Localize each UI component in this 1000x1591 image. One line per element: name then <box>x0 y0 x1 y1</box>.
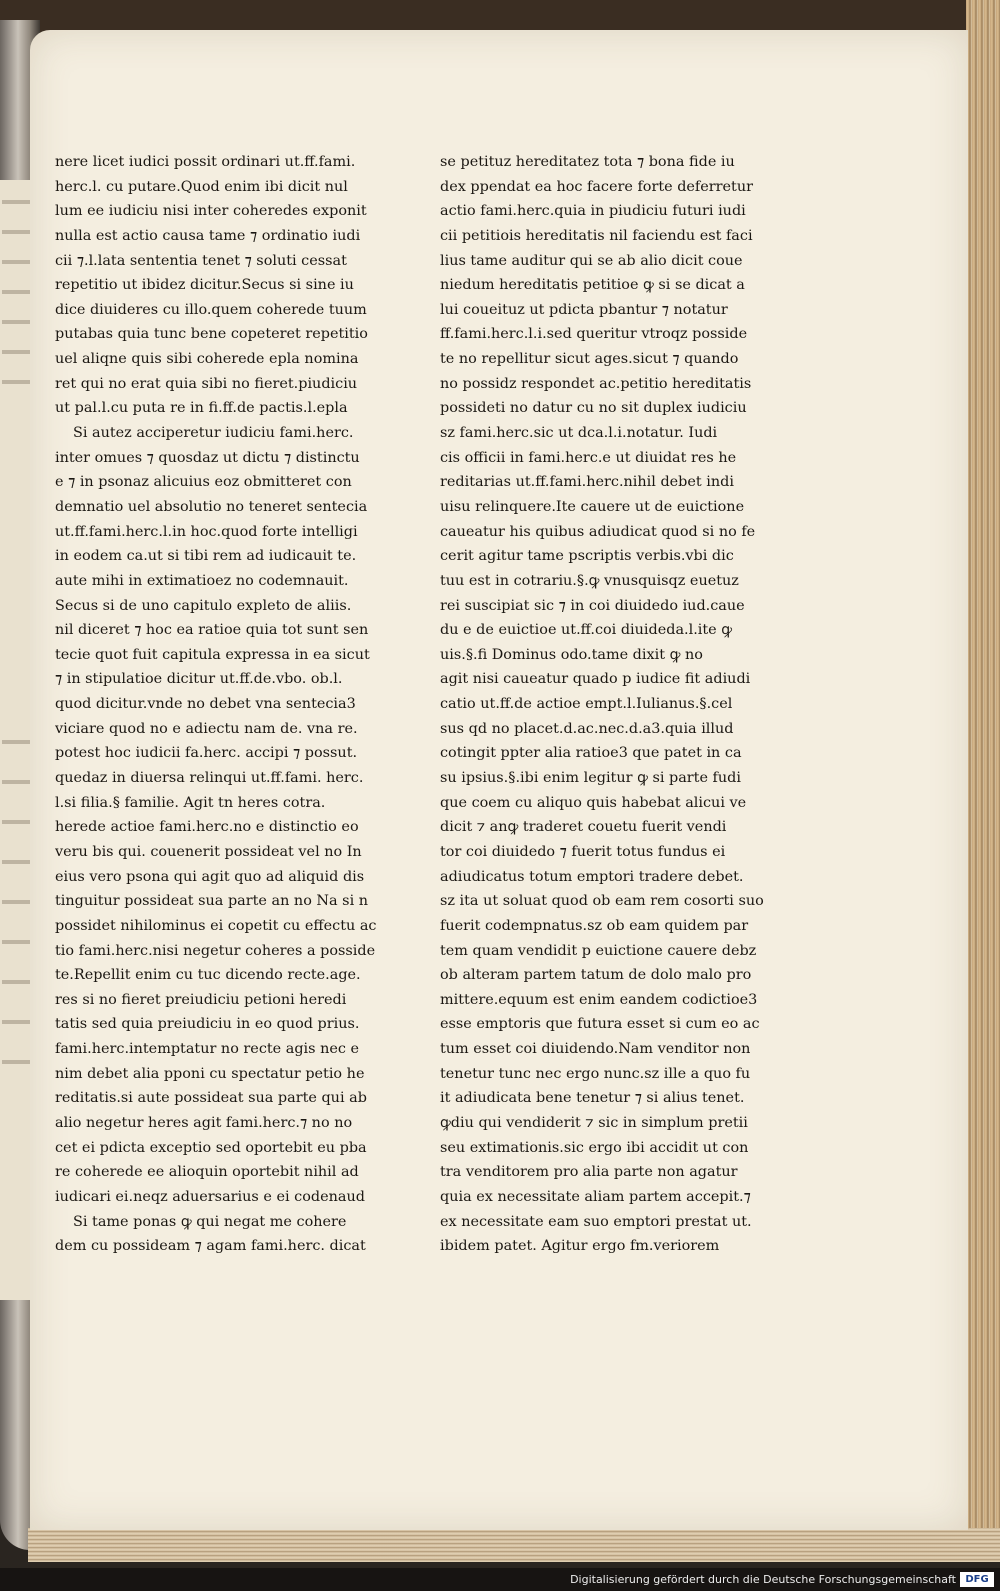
text-line: adiudicatus totum emptori tradere debet. <box>440 868 744 885</box>
text-line: repetitio ut ibidez dicitur.Secus si sine iu <box>55 277 354 294</box>
text-line: ob alteram partem tatum de dolo malo pro <box>440 967 752 984</box>
text-line: inter omues ⁊ quosdaz ut dictu ⁊ distinctu <box>55 449 360 466</box>
text-line: tra venditorem pro alia parte non agatur <box>440 1164 738 1181</box>
text-line: e ⁊ in psonaz alicuius eoz obmitteret con <box>55 474 352 491</box>
text-line: quia ex necessitate aliam partem accepit.⁊ <box>440 1188 751 1205</box>
text-line: cii petitiois hereditatis nil faciendu est faci <box>440 227 753 244</box>
text-line: aute mihi in extimatioez no codemnauit. <box>55 572 349 589</box>
text-line: te.Repellit enim cu tuc dicendo recte.age. <box>55 967 361 984</box>
text-line: re coherede ee alioquin oportebit nihil ad <box>55 1164 359 1181</box>
text-line: su ipsius.§.ibi enim legitur ꝙ si parte fudi <box>440 770 741 787</box>
text-line: possidet nihilominus ei copetit cu effectu ac <box>55 917 377 934</box>
text-line: uisu relinquere.Ite cauere ut de euictione <box>440 498 745 515</box>
text-line: reditatis.si aute possideat sua parte qui ab <box>55 1090 367 1107</box>
text-line: Secus si de uno capitulo expleto de aliis. <box>55 597 352 614</box>
text-line: viciare quod no e adiectu nam de. vna re. <box>55 720 358 737</box>
text-line: sz ita ut soluat quod ob eam rem cosorti suo <box>440 893 764 910</box>
text-line: tinguitur possideat sua parte an no Na si n <box>55 893 369 910</box>
text-line: fami.herc.intemptatur no recte agis nec e <box>55 1041 360 1058</box>
text-line: res si no fieret preiudiciu petioni heredi <box>55 991 347 1008</box>
text-line: lum ee iudiciu nisi inter coheredes exponit <box>55 203 367 220</box>
digitization-credit: Digitalisierung gefördert durch die Deutsche Forschungsgemeinschaft <box>570 1573 956 1586</box>
text-line: lui coueituz ut pdicta pbantur ⁊ notatur <box>440 301 728 318</box>
text-line: eius vero psona qui agit quo ad aliquid dis <box>55 868 365 885</box>
text-line: herede actioe fami.herc.no e distinctio eo <box>55 819 359 836</box>
text-line: ut.ff.fami.herc.l.in hoc.quod forte intelligi <box>55 523 358 540</box>
text-line: cet ei pdicta exceptio sed oportebit eu pba <box>55 1139 367 1156</box>
text-line: se petituz hereditatez tota ⁊ bona fide iu <box>440 154 735 170</box>
text-line: niedum hereditatis petitioe ꝙ si se dicat a <box>440 277 745 294</box>
text-line: tio fami.herc.nisi negetur coheres a posside <box>55 942 376 959</box>
text-line: Si autez acciperetur iudiciu fami.herc. <box>73 425 354 442</box>
text-line: tor coi diuidedo ⁊ fuerit totus fundus ei <box>440 843 726 860</box>
text-line: ret qui no erat quia sibi no fieret.piudiciu <box>55 375 358 392</box>
text-line: it adiudicata bene tenetur ⁊ si alius tenet. <box>440 1090 745 1107</box>
text-line: nim debet alia pponi cu spectatur petio he <box>55 1065 365 1082</box>
text-line: cerit agitur tame pscriptis verbis.vbi dic <box>440 548 734 565</box>
text-line: nulla est actio causa tame ⁊ ordinatio iudi <box>55 227 361 244</box>
text-line: tecie quot fuit capitula expressa in ea sicut <box>55 646 370 663</box>
text-line: ff.fami.herc.l.i.sed queritur vtroqz posside <box>440 326 748 343</box>
text-line: sus qd no placet.d.ac.nec.d.a3.quia illud <box>440 720 734 737</box>
text-line: du e de euictioe ut.ff.coi diuideda.l.ite ꝙ <box>440 622 733 639</box>
text-line: reditarias ut.ff.fami.herc.nihil debet indi <box>440 474 734 491</box>
text-line: quod dicitur.vnde no debet vna sentecia3 <box>55 696 356 713</box>
text-line: tum esset coi diuidendo.Nam venditor non <box>440 1041 751 1058</box>
text-column-right <box>440 150 775 1259</box>
text-line: seu extimationis.sic ergo ibi accidit ut con <box>440 1139 749 1156</box>
text-line: alio negetur heres agit fami.herc.⁊ no no <box>55 1114 353 1131</box>
text-line: tenetur tunc nec ergo nunc.sz ille a quo fu <box>440 1065 751 1082</box>
text-line: cii ⁊.l.lata sententia tenet ⁊ soluti cessat <box>55 252 347 269</box>
text-line: putabas quia tunc bene copeteret repetitio <box>55 326 368 343</box>
text-line: potest hoc iudicii fa.herc. accipi ⁊ possut. <box>55 745 358 762</box>
text-line: iudicari ei.neqz aduersarius e ei codenaud <box>55 1188 365 1205</box>
text-line: dicit ⁊ anꝙ traderet couetu fuerit vendi <box>440 819 727 836</box>
text-line: lius tame auditur qui se ab alio dicit coue <box>440 252 743 269</box>
text-line: ꝙdiu qui vendiderit ⁊ sic in simplum pretii <box>440 1114 748 1131</box>
text-line: no possidz respondet ac.petitio hereditatis <box>440 375 752 392</box>
text-line: dice diuideres cu illo.quem coherede tuum <box>55 301 367 318</box>
text-line: uis.§.fi Dominus odo.tame dixit ꝙ no <box>440 646 703 663</box>
text-line: ⁊ in stipulatioe dicitur ut.ff.de.vbo. ob.l. <box>55 671 343 688</box>
page-bottom-edge <box>28 1528 1000 1562</box>
text-line: l.si filia.§ familie. Agit tn heres cotra. <box>55 794 326 811</box>
text-line: fuerit codempnatus.sz ob eam quidem par <box>440 917 749 934</box>
text-line: herc.l. cu putare.Quod enim ibi dicit nul <box>55 178 348 195</box>
text-line: veru bis qui. couenerit possideat vel no In <box>55 843 362 860</box>
text-line: catio ut.ff.de actioe empt.l.Iulianus.§.cel <box>440 696 733 713</box>
text-line: te no repellitur sicut ages.sicut ⁊ quando <box>440 351 739 368</box>
text-line: dex ppendat ea hoc facere forte deferretur <box>440 178 753 195</box>
text-line: ut pal.l.cu puta re in fi.ff.de pactis.l.epla <box>55 400 348 417</box>
text-line: ex necessitate eam suo emptori prestat ut. <box>440 1213 752 1230</box>
text-line: cotingit ppter alia ratioe3 que patet in ca <box>440 745 742 762</box>
text-line: mittere.equum est enim eandem codictioe3 <box>440 991 758 1008</box>
text-line: ibidem patet. Agitur ergo fm.veriorem <box>440 1238 720 1255</box>
text-line: in eodem ca.ut si tibi rem ad iudicauit te. <box>55 548 357 565</box>
page-block-edge <box>966 0 1000 1540</box>
text-line: tuu est in cotrariu.§.ꝙ vnusquisqz euetuz <box>440 572 739 589</box>
text-line: uel aliqne quis sibi coherede epla nomina <box>55 351 359 368</box>
text-line: nere licet iudici possit ordinari ut.ff.fami. <box>55 154 356 170</box>
text-column-left <box>55 150 380 1259</box>
text-line: cis officii in fami.herc.e ut diuidat res he <box>440 449 737 466</box>
text-line: quedaz in diuersa relinqui ut.ff.fami. herc. <box>55 770 364 787</box>
text-line: possideti no datur cu no sit duplex iudiciu <box>440 400 747 417</box>
text-line: nil diceret ⁊ hoc ea ratioe quia tot sunt sen <box>55 622 369 639</box>
text-line: que coem cu aliquo quis habebat alicui ve <box>440 794 747 811</box>
text-line: caueatur his quibus adiudicat quod si no fe <box>440 523 756 540</box>
text-line: tatis sed quia preiudiciu in eo quod prius. <box>55 1016 360 1033</box>
text-line: agit nisi caueatur quado p iudice fit adiudi <box>440 671 751 688</box>
text-line: rei suscipiat sic ⁊ in coi diuidedo iud.caue <box>440 597 745 614</box>
text-line: dem cu possideam ⁊ agam fami.herc. dicat <box>55 1238 366 1255</box>
text-line: demnatio uel absolutio no teneret sentecia <box>55 498 368 515</box>
text-line: actio fami.herc.quia in piudiciu futuri iudi <box>440 203 746 220</box>
text-line: sz fami.herc.sic ut dca.l.i.notatur. Iudi <box>440 425 718 442</box>
text-line: esse emptoris que futura esset si cum eo ac <box>440 1016 760 1033</box>
dfg-logo: DFG <box>960 1572 994 1587</box>
text-line: tem quam vendidit p euictione cauere debz <box>440 942 757 959</box>
text-line: Si tame ponas ꝙ qui negat me cohere <box>73 1213 347 1230</box>
